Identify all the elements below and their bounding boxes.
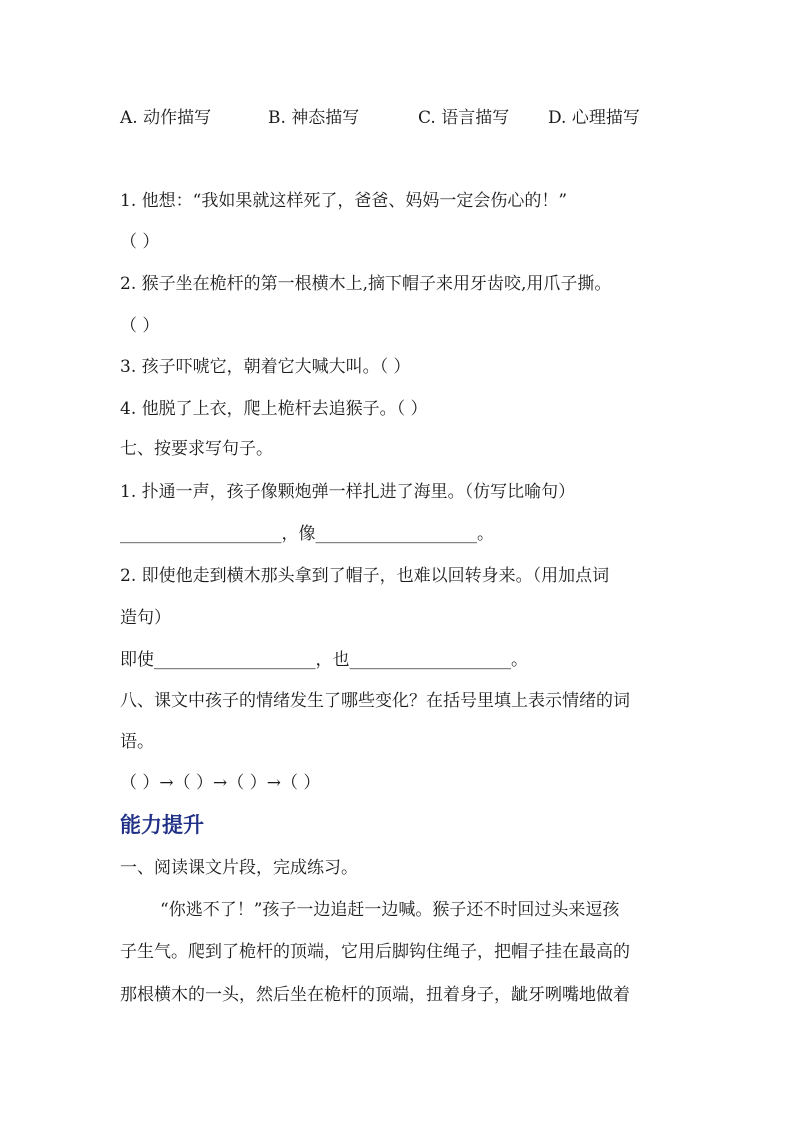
section-7-item-1: 1. 扑通一声，孩子像颗炮弹一样扎进了海里。（仿写比喻句） [120,482,576,502]
section-8-line-1: 八、课文中孩子的情绪发生了哪些变化？在括号里填上表示情绪的词 [120,691,630,711]
section-7-item-2-line-2: 造句） [120,608,171,628]
passage-line: 子生气。爬到了桅杆的顶端，它用后脚钩住绳子，把帽子挂在最高的 [120,942,630,962]
question-3: 3. 孩子吓唬它，朝着它大喊大叫。（ ） [120,357,411,377]
section-7-item-1-blank: ___________________，像___________________。 [120,524,494,544]
question-2-answer-paren: （ ） [120,316,160,336]
ability-heading: 能力提升 [120,813,204,837]
section-8-line-2: 语。 [120,732,154,752]
question-2: 2. 猴子坐在桅杆的第一根横木上,摘下帽子来用牙齿咬,用爪子撕。 [120,274,612,294]
question-4: 4. 他脱了上衣，爬上桅杆去追猴子。（ ） [120,399,428,419]
question-1: 1. 他想：“我如果就这样死了，爸爸、妈妈一定会伤心的！” [120,191,568,211]
section-7-item-2-line-1: 2. 即使他走到横木那头拿到了帽子，也难以回转身来。（用加点词 [120,566,610,586]
passage-line: “你逃不了！”孩子一边追赶一边喊。猴子还不时回过头来逗孩 [160,900,620,920]
emotion-chain: （ ）→（ ）→（ ）→（ ） [120,773,321,793]
option-b: B. 神态描写 [268,108,360,128]
question-1-answer-paren: （ ） [120,232,160,252]
reading-instruction: 一、阅读课文片段，完成练习。 [120,858,358,878]
passage-line: 那根横木的一头，然后坐在桅杆的顶端，扭着身子，龇牙咧嘴地做着 [120,985,630,1005]
option-d: D. 心理描写 [548,108,640,128]
option-c: C. 语言描写 [418,108,510,128]
section-7-title: 七、按要求写句子。 [120,439,273,459]
section-7-item-2-blank: 即使___________________，也___________________。 [120,650,528,670]
option-a: A. 动作描写 [120,108,212,128]
